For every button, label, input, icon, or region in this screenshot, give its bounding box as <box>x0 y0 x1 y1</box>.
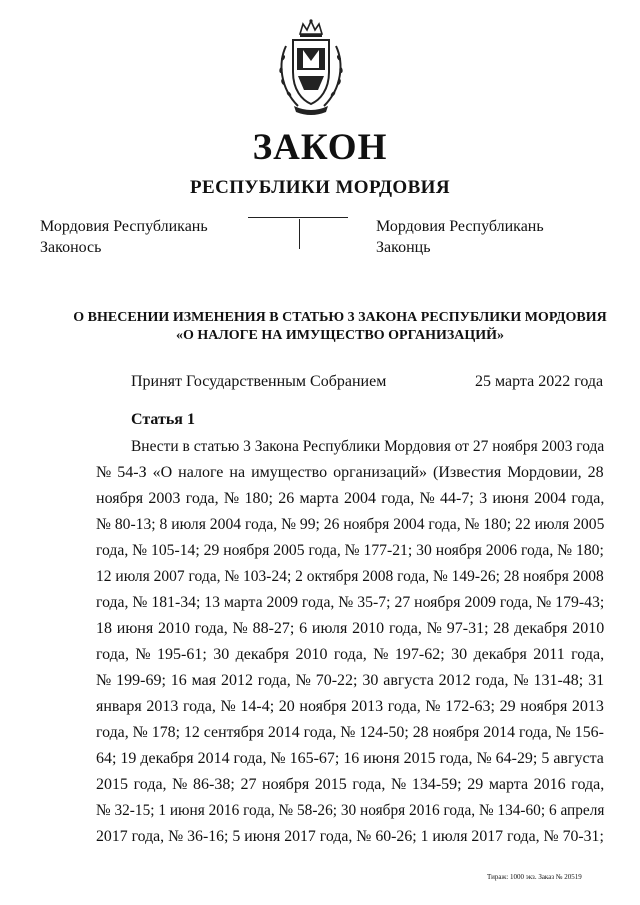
body-line: 2017 года, № 36-16; 5 июня 2017 года, № 60-26; 1 июля 2017 года, № 70-31; <box>96 828 604 845</box>
document-subtitle: РЕСПУБЛИКИ МОРДОВИЯ <box>190 177 450 198</box>
erzyan-caption <box>376 216 544 258</box>
erzyan-caption-line-1: Мордовия Республикань <box>376 218 544 235</box>
body-line: года, № 181-34; 13 марта 2009 года, № 35-7; 27 ноября 2009 года, № 179-43; <box>96 594 605 611</box>
adopted-date: 25 марта 2022 года <box>475 373 604 390</box>
body-line: № 80-13; 8 июля 2004 года, № 99; 26 ноября 2004 года, № 180; 22 июля 2005 <box>96 516 605 533</box>
article-title: Статья 1 <box>131 411 195 428</box>
body-line: года, № 195-61; 30 декабря 2010 года, № 197-62; 30 декабря 2011 года, <box>96 646 605 663</box>
law-heading-line-2: «О НАЛОГЕ НА ИМУЩЕСТВО ОРГАНИЗАЦИЙ» <box>175 328 505 343</box>
body-line: 18 июня 2010 года, № 88-27; 6 июля 2010 года, № 97-31; 28 декабря 2010 <box>96 620 605 637</box>
header-divider-horizontal <box>248 217 348 218</box>
body-line: января 2013 года, № 14-4; 20 ноября 2013 года, № 172-63; 29 ноября 2013 <box>96 698 604 715</box>
body-line: № 54-З «О налоге на имущество организаций» (Известия Мордовии, 28 <box>96 464 604 481</box>
mokshan-caption-line-2: Законось <box>40 239 102 256</box>
body-line: года, № 178; 12 сентября 2014 года, № 124-50; 28 ноября 2014 года, № 156- <box>96 724 604 741</box>
body-line: № 199-69; 16 мая 2012 года, № 70-22; 30 августа 2012 года, № 131-48; 31 <box>96 672 605 689</box>
body-line: 12 июля 2007 года, № 103-24; 2 октября 2008 года, № 149-26; 28 ноября 2008 <box>96 568 604 585</box>
law-heading-line-1: О ВНЕСЕНИИ ИЗМЕНЕНИЯ В СТАТЬЮ 3 ЗАКОНА РЕСПУБЛИКИ МОРДОВИЯ <box>73 310 607 325</box>
erzyan-caption-line-2: Законць <box>376 239 431 256</box>
mokshan-caption <box>40 216 208 258</box>
adopted-label: Принят Государственным Собранием <box>131 373 387 390</box>
law-heading <box>60 309 620 345</box>
body-line: года, № 105-14; 29 ноября 2005 года, № 177-21; 30 ноября 2006 года, № 180; <box>96 542 604 559</box>
body-line: Внести в статью 3 Закона Республики Мордовия от 27 ноября 2003 года <box>131 438 605 455</box>
body-line: 2015 года, № 86-38; 27 ноября 2015 года, № 134-59; 29 марта 2016 года, <box>96 776 605 793</box>
body-line: 64; 19 декабря 2014 года, № 165-67; 16 июня 2015 года, № 64-29; 5 августа <box>96 750 604 767</box>
mokshan-caption-line-1: Мордовия Республикань <box>40 218 208 235</box>
print-info: Тираж: 1000 экз. Заказ № 20519 <box>487 873 582 881</box>
header-divider-vertical <box>299 219 300 249</box>
body-line: № 32-15; 1 июня 2016 года, № 58-26; 30 ноября 2016 года, № 134-60; 6 апреля <box>96 802 605 819</box>
coat-of-arms-emblem <box>272 18 350 118</box>
body-line: ноября 2003 года, № 180; 26 марта 2004 года, № 44-7; 3 июня 2004 года, <box>96 490 605 507</box>
document-title: ЗАКОН <box>252 127 388 168</box>
